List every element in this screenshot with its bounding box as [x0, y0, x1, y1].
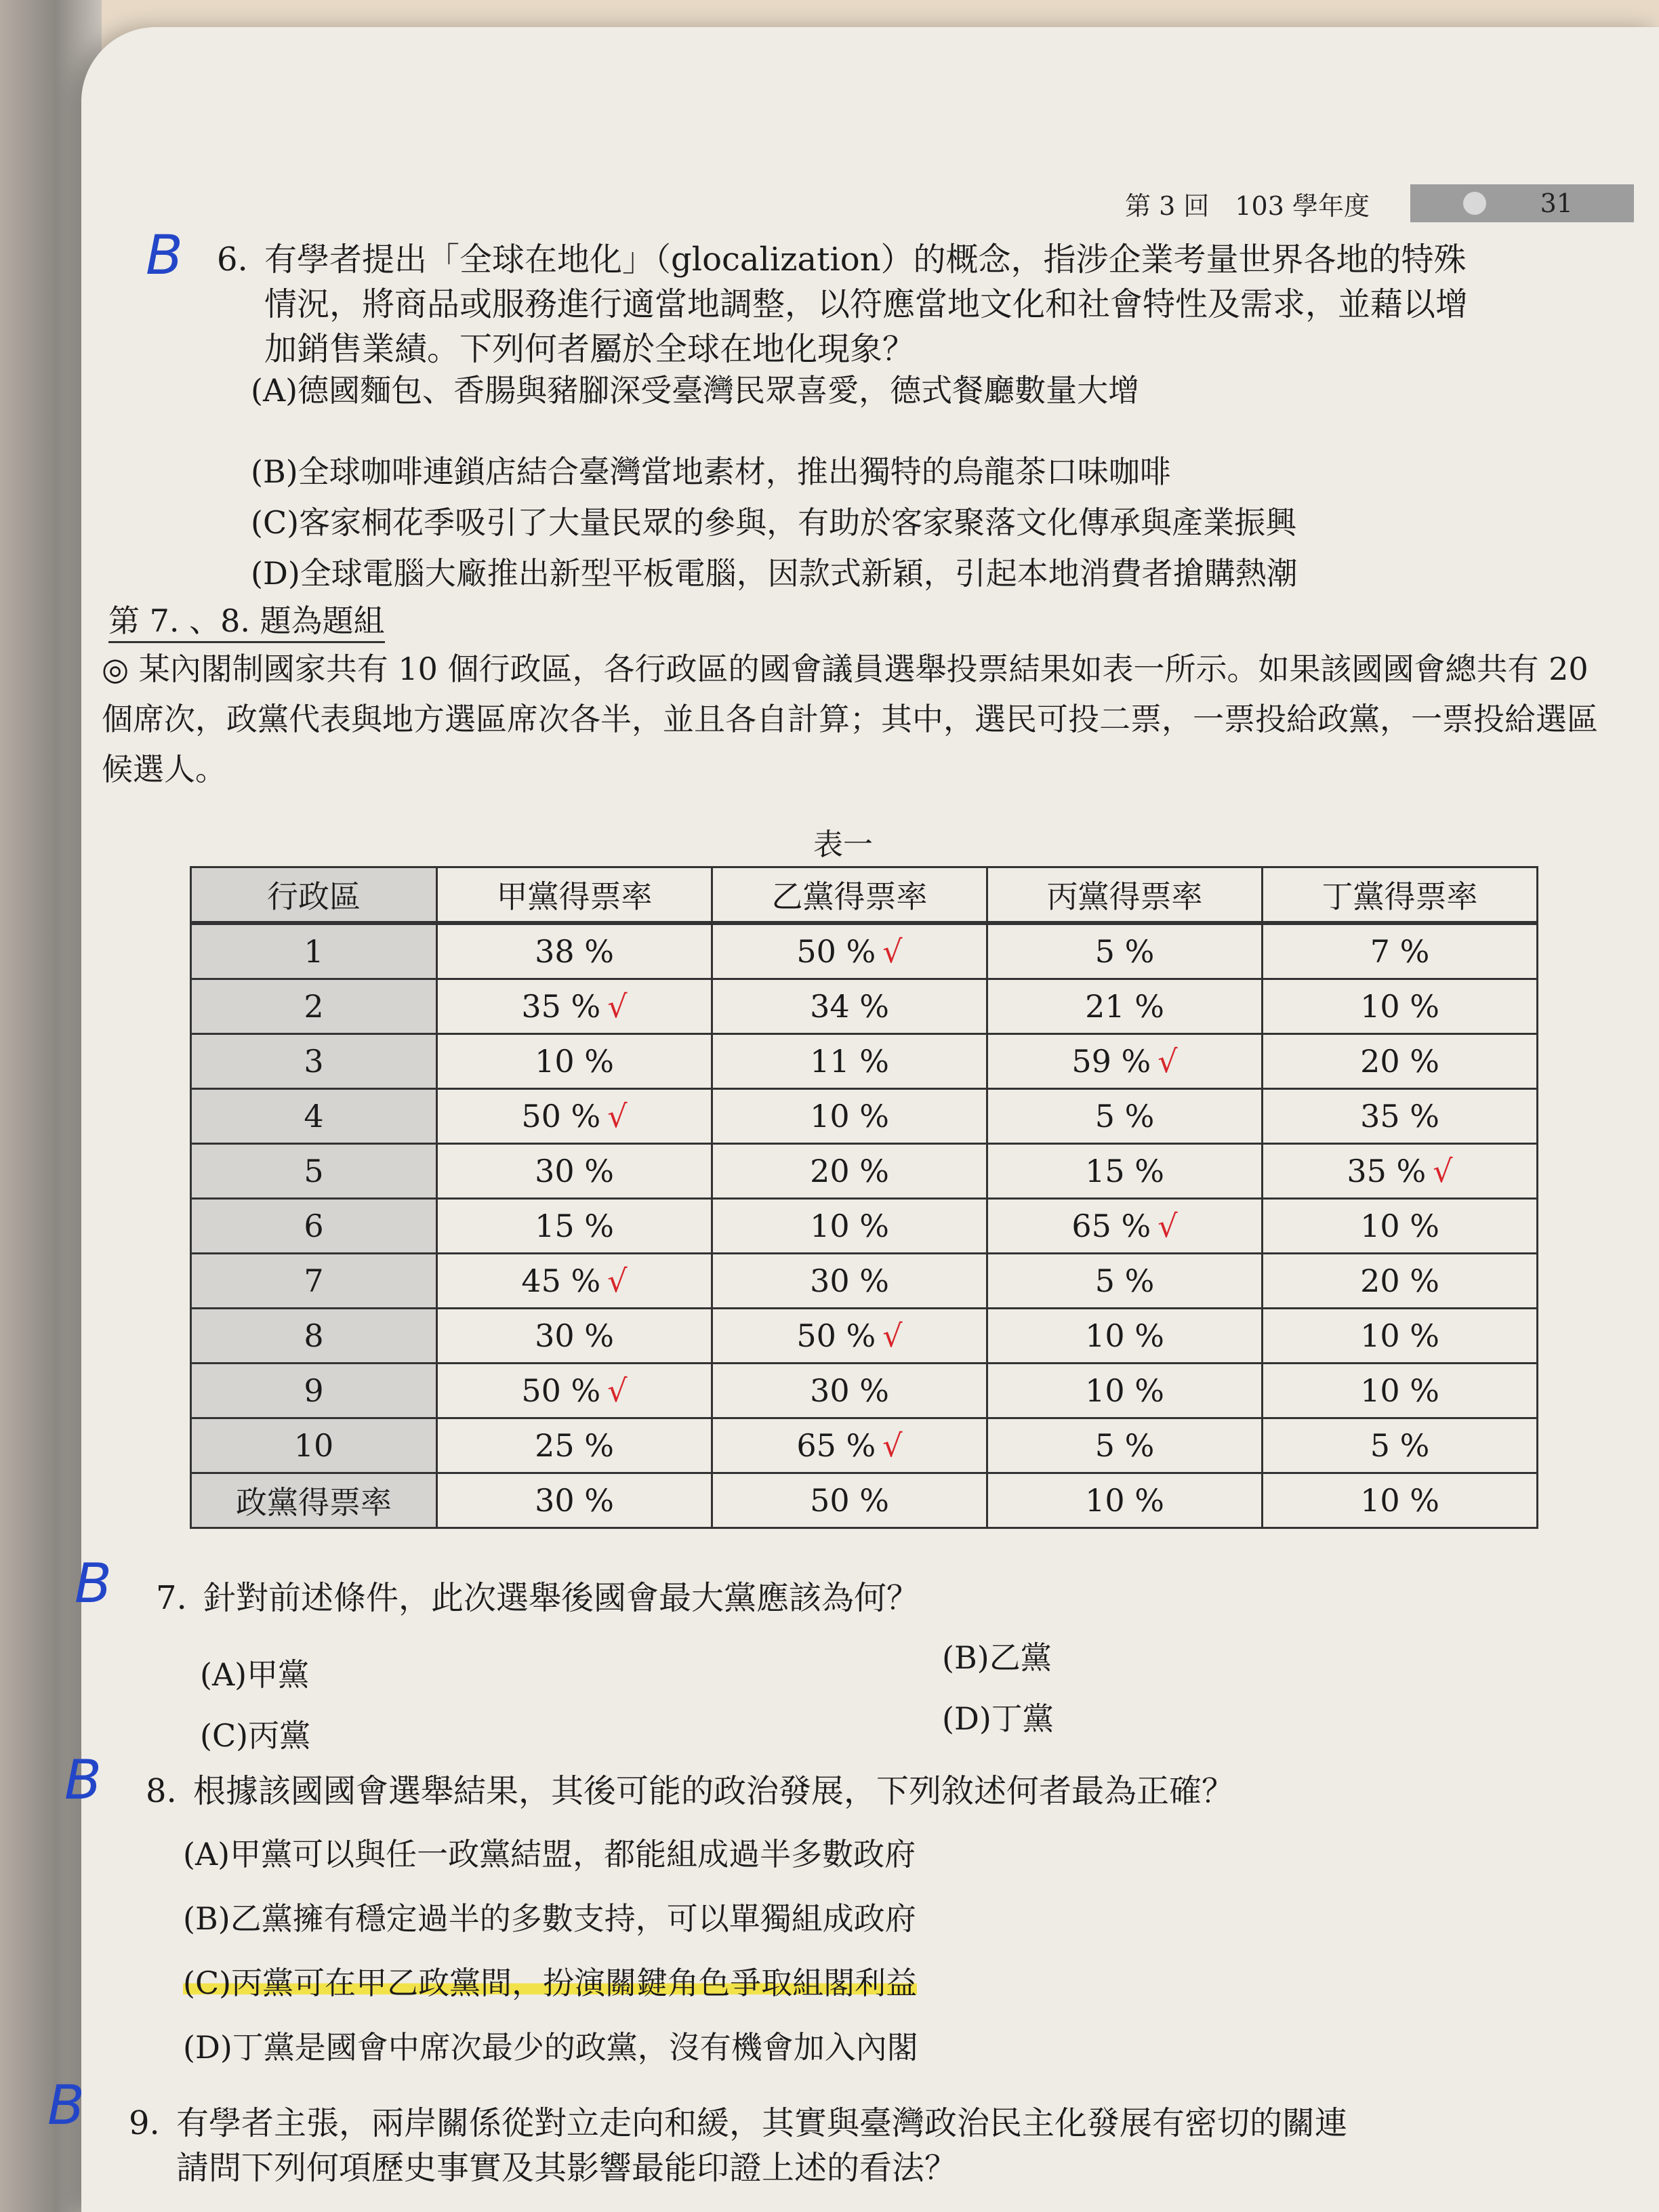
table-row	[191, 979, 1538, 1034]
check-icon: √	[607, 1263, 628, 1299]
q6-number: 6.	[217, 241, 248, 279]
vote-cell: 38 %	[437, 923, 712, 979]
vote-cell: 30 %	[437, 1309, 712, 1364]
q7-text: 針對前述條件，此次選舉後國會最大黨應該為何？	[203, 1579, 920, 1617]
vote-cell: 50 % √	[437, 1364, 712, 1418]
district-cell: 1	[191, 923, 437, 979]
q8-number: 8.	[146, 1772, 177, 1810]
vote-cell: 45 % √	[437, 1254, 712, 1309]
header-section: 第 3 回 103 學年度	[1125, 190, 1370, 221]
district-cell: 7	[191, 1254, 437, 1309]
q7-option-d: (D)丁黨	[942, 1700, 1054, 1737]
vote-cell: 7 %	[1263, 923, 1538, 979]
table-row	[191, 1089, 1538, 1144]
table-total-row	[191, 1473, 1538, 1528]
vote-cell: 10 %	[1263, 1309, 1538, 1364]
table-caption: 表一	[813, 827, 873, 862]
vote-cell: 30 %	[712, 1364, 987, 1418]
table-row	[191, 1418, 1538, 1473]
district-cell: 2	[191, 979, 437, 1034]
table-row	[191, 1199, 1538, 1254]
q7-option-c: (C)丙黨	[200, 1717, 311, 1754]
q7-option-b: (B)乙黨	[942, 1639, 1052, 1676]
vote-cell: 21 %	[987, 979, 1263, 1034]
header-district: 行政區	[191, 867, 437, 924]
q6-answer-mark: B	[146, 224, 183, 287]
q9-line2: 請問下列何項歷史事實及其影響最能印證上述的看法？	[176, 2149, 958, 2187]
vote-cell: 10 %	[987, 1309, 1263, 1364]
vote-cell: 5 %	[1263, 1418, 1538, 1473]
vote-cell: 15 %	[437, 1199, 712, 1254]
q9-answer-mark: B	[47, 2074, 85, 2137]
table-row	[191, 923, 1538, 979]
vote-cell: 50 % √	[437, 1089, 712, 1144]
table-row	[191, 1364, 1538, 1418]
vote-cell: 10 %	[712, 1089, 987, 1144]
district-cell: 6	[191, 1199, 437, 1254]
q6-line1: 有學者提出「全球在地化」（glocalization）的概念，指涉企業考量世界各地的特殊	[264, 241, 1467, 279]
vote-cell: 50 % √	[712, 1309, 987, 1364]
q6-line2: 情況，將商品或服務進行適當地調整，以符應當地文化和社會特性及需求，並藉以增	[264, 285, 1469, 323]
vote-cell: 65 % √	[987, 1199, 1263, 1254]
vote-table	[190, 866, 1538, 1529]
question-group-stem: ◎ 某內閣制國家共有 10 個行政區，各行政區的國會議員選舉投票結果如表一所示。如果該國國會總共有 20 個席次，政黨代表與地方選區席次各半，並且各自計算；其中，選民可投二票，一票投給政黨，一票投給選區候選人。	[102, 651, 1598, 787]
check-icon: √	[1158, 1208, 1178, 1244]
q8-option-b: (B)乙黨擁有穩定過半的多數支持，可以單獨組成政府	[183, 1900, 916, 1937]
q6-line3: 加銷售業績。下列何者屬於全球在地化現象？	[264, 330, 916, 368]
q7-answer-mark: B	[75, 1552, 112, 1615]
vote-cell: 30 %	[437, 1144, 712, 1199]
vote-cell: 59 % √	[987, 1034, 1263, 1089]
vote-cell: 35 %	[1263, 1089, 1538, 1144]
vote-cell: 50 % √	[712, 923, 987, 979]
check-icon: √	[607, 988, 628, 1025]
district-cell: 4	[191, 1089, 437, 1144]
vote-cell: 10 %	[1263, 979, 1538, 1034]
vote-cell: 5 %	[987, 1254, 1263, 1309]
q9-line1: 有學者主張，兩岸關係從對立走向和緩，其實與臺灣政治民主化發展有密切的關連	[176, 2104, 1348, 2142]
vote-cell: 35 % √	[437, 979, 712, 1034]
table-row	[191, 1254, 1538, 1309]
district-cell: 9	[191, 1364, 437, 1418]
page-number-box	[1410, 184, 1634, 222]
page-number: 31	[1540, 188, 1573, 218]
vote-cell: 20 %	[1263, 1254, 1538, 1309]
vote-cell: 5 %	[987, 1089, 1263, 1144]
q6-option-d: (D)全球電腦大廠推出新型平板電腦，因款式新穎，引起本地消費者搶購熱潮	[251, 555, 1298, 592]
q9-number: 9.	[129, 2104, 160, 2142]
vote-cell: 5 %	[987, 923, 1263, 979]
vote-cell: 20 %	[1263, 1034, 1538, 1089]
vote-cell: 10 %	[1263, 1473, 1538, 1528]
vote-cell: 20 %	[712, 1144, 987, 1199]
q8-answer-mark: B	[64, 1748, 102, 1811]
header-party-bing: 丙黨得票率	[987, 867, 1263, 924]
question-7	[156, 1576, 919, 1620]
question-8	[146, 1769, 1234, 1814]
q7-number: 7.	[156, 1579, 187, 1617]
district-cell: 3	[191, 1034, 437, 1089]
check-icon: √	[1433, 1153, 1453, 1189]
vote-cell: 65 % √	[712, 1418, 987, 1473]
question-9	[129, 2101, 1654, 2190]
check-icon: √	[882, 1317, 903, 1354]
vote-cell: 15 %	[987, 1144, 1263, 1199]
q7-option-a: (A)甲黨	[200, 1656, 310, 1693]
vote-cell: 30 %	[437, 1473, 712, 1528]
table-row	[191, 1144, 1538, 1199]
district-cell: 5	[191, 1144, 437, 1199]
q6-option-a: (A)德國麵包、香腸與豬腳深受臺灣民眾喜愛，德式餐廳數量大增	[251, 372, 1140, 409]
district-cell: 8	[191, 1309, 437, 1364]
vote-cell: 50 %	[712, 1473, 987, 1528]
q8-text: 根據該國國會選舉結果，其後可能的政治發展，下列敘述何者最為正確？	[193, 1772, 1235, 1810]
vote-cell: 10 %	[987, 1364, 1263, 1418]
check-icon: √	[607, 1098, 628, 1134]
vote-cell: 11 %	[712, 1034, 987, 1089]
district-cell: 10	[191, 1418, 437, 1473]
table-header-row	[191, 867, 1538, 924]
q6-option-c: (C)客家桐花季吸引了大量民眾的參與，有助於客家聚落文化傳承與產業振興	[251, 504, 1297, 541]
vote-cell: 10 %	[1263, 1364, 1538, 1418]
check-icon: √	[882, 1427, 903, 1464]
header-party-yi: 乙黨得票率	[712, 867, 987, 924]
header-dot-icon	[1463, 192, 1486, 215]
question-6	[217, 237, 1606, 371]
check-icon: √	[882, 933, 903, 970]
question-group-title: 第 7. 、8. 題為題組	[108, 596, 385, 643]
vote-cell: 10 %	[1263, 1199, 1538, 1254]
header-party-ding: 丁黨得票率	[1263, 867, 1538, 924]
q8-option-d: (D)丁黨是國會中席次最少的政黨，沒有機會加入內閣	[183, 2029, 918, 2066]
header-party-jia: 甲黨得票率	[437, 867, 712, 924]
vote-cell: 30 %	[712, 1254, 987, 1309]
q8-option-a: (A)甲黨可以與任一政黨結盟，都能組成過半多數政府	[183, 1836, 916, 1872]
check-icon: √	[1158, 1043, 1178, 1080]
vote-cell: 10 %	[987, 1473, 1263, 1528]
vote-cell: 10 %	[437, 1034, 712, 1089]
check-icon: √	[607, 1372, 628, 1409]
vote-cell: 10 %	[712, 1199, 987, 1254]
page-header	[1125, 183, 1634, 224]
vote-cell: 34 %	[712, 979, 987, 1034]
vote-cell: 35 % √	[1263, 1144, 1538, 1199]
q6-option-b: (B)全球咖啡連鎖店結合臺灣當地素材，推出獨特的烏龍茶口味咖啡	[251, 453, 1171, 490]
party-vote-rate-label: 政黨得票率	[191, 1473, 437, 1528]
table-row	[191, 1309, 1538, 1364]
table-row	[191, 1034, 1538, 1089]
vote-cell: 25 %	[437, 1418, 712, 1473]
vote-cell: 5 %	[987, 1418, 1263, 1473]
q8-option-c: (C)丙黨可在甲乙政黨間，扮演關鍵角色爭取組閣利益	[183, 1959, 917, 2003]
